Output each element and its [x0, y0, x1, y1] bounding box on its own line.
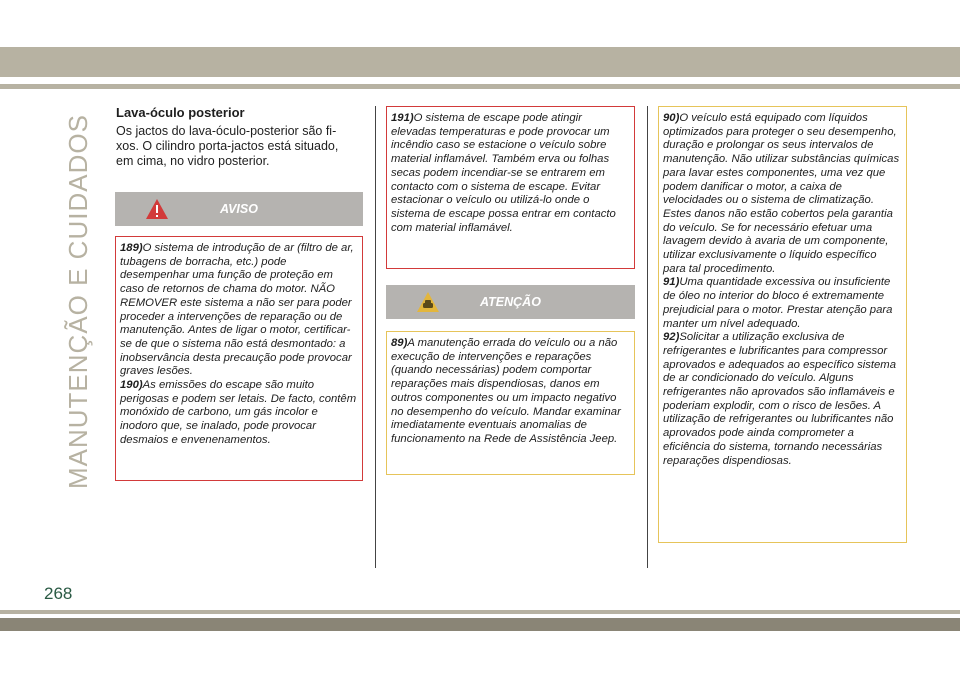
- warning-banner: [115, 192, 363, 226]
- warning-label: AVISO: [220, 202, 258, 216]
- header-band: [0, 47, 960, 77]
- note-number: 191): [391, 112, 414, 124]
- column-divider: [375, 106, 376, 568]
- chapter-title: MANUTENÇÃO E CUIDADOS: [63, 114, 93, 489]
- attention-label: ATENÇÃO: [480, 295, 541, 309]
- note-number: 89): [391, 337, 408, 349]
- note-text: As emissões do escape são muito perigosas e podem ser letais. De facto, contêm monóxido de carbono, um gás incolor e inodoro que, se inalado, pode provocar desmaios e envenenamentos.: [120, 379, 357, 446]
- page-number: 268: [44, 584, 73, 603]
- section-heading: Lava-óculo posterior: [116, 105, 245, 120]
- footer-band: [0, 618, 960, 631]
- note-number: 189): [120, 242, 143, 254]
- attention-banner: [386, 285, 635, 319]
- header-line: [0, 84, 960, 89]
- note-text: O veículo está equipado com líquidos optimizados para proteger o seu desempenho, duração e prolongar os seus intervalos de manutenção. Não utilizar substâncias químicas para lavar estes componentes, uma vez que podem danificar o motor, a caixa de velocidades ou o sistema de climatização. Estes danos não estão cobertos pela garantia do veículo. Se for necessário efetuar uma lavagem devido à avaria de um componente, utilizar exclusivamente o líquido específico para tal procedimento.: [663, 112, 900, 275]
- note-item: [391, 112, 630, 235]
- warning-box-continued: [386, 106, 635, 269]
- attention-box-continued: [658, 106, 907, 543]
- note-item: [391, 337, 630, 447]
- note-text: Solicitar a utilização exclusiva de refrigerantes e lubrificantes para compressor aprovados e adequados ao específico sistema de ar condicionado do veículo. Alguns refrigerantes não aprovados são inflamáveis e poderiam explodir, com o risco de lesões. A utilização de refrigerantes ou lubrificantes não aprovados pode ainda comprometer a eficiência do sistema, tornando necessárias reparações dispendiosas.: [663, 331, 896, 467]
- note-item: [663, 331, 902, 468]
- note-number: 91): [663, 276, 680, 289]
- column-divider: [647, 106, 648, 568]
- section-text: Os jactos do lava-óculo-posterior são fi-xos. O cilindro porta-jactos está situado, em cima, no vidro posterior.: [116, 124, 339, 168]
- warning-box: [115, 236, 363, 481]
- note-text: O sistema de introdução de ar (filtro de ar, tubagens de borracha, etc.) pode desempenhar uma função de proteção em caso de retornos de chama do motor. NÃO REMOVER este sistema a não ser para poder proceder a intervenções de reparação ou de manutenção. Antes de ligar o motor, certificar-se de que o sistema não está desmontado: a inobservância desta precaução pode provocar graves lesões.: [120, 242, 354, 378]
- note-number: 190): [120, 379, 143, 392]
- note-number: 90): [663, 112, 680, 124]
- note-item: [120, 379, 358, 448]
- note-item: [663, 112, 902, 276]
- note-text: A manutenção errada do veículo ou a não execução de intervenções e reparações (quando necessárias) podem comportar reparações mais dispendiosas, danos em outros componentes ou um impacto negativo no desempenho do veículo. Mandar examinar imediatamente eventuais anomalias de funcionamento na Rede de Assistência Jeep.: [391, 337, 621, 445]
- note-item: [663, 276, 902, 331]
- attention-box: [386, 331, 635, 475]
- footer-line: [0, 610, 960, 614]
- note-number: 92): [663, 331, 680, 344]
- note-text: O sistema de escape pode atingir elevadas temperaturas e pode provocar um incêndio caso se estacione o veículo sobre material inflamável. Também erva ou folhas secas podem incendiar-se se entrarem em contacto com o sistema de escape. Evitar estacionar o veículo ou utilizá-lo onde o sistema de escape possa entrar em contacto com material inflamável.: [391, 112, 616, 234]
- note-item: [120, 242, 358, 379]
- note-text: Uma quantidade excessiva ou insuficiente de óleo no interior do bloco é extremamente prejudicial para o motor. Prestar atenção para manter um nível adequado.: [663, 276, 893, 330]
